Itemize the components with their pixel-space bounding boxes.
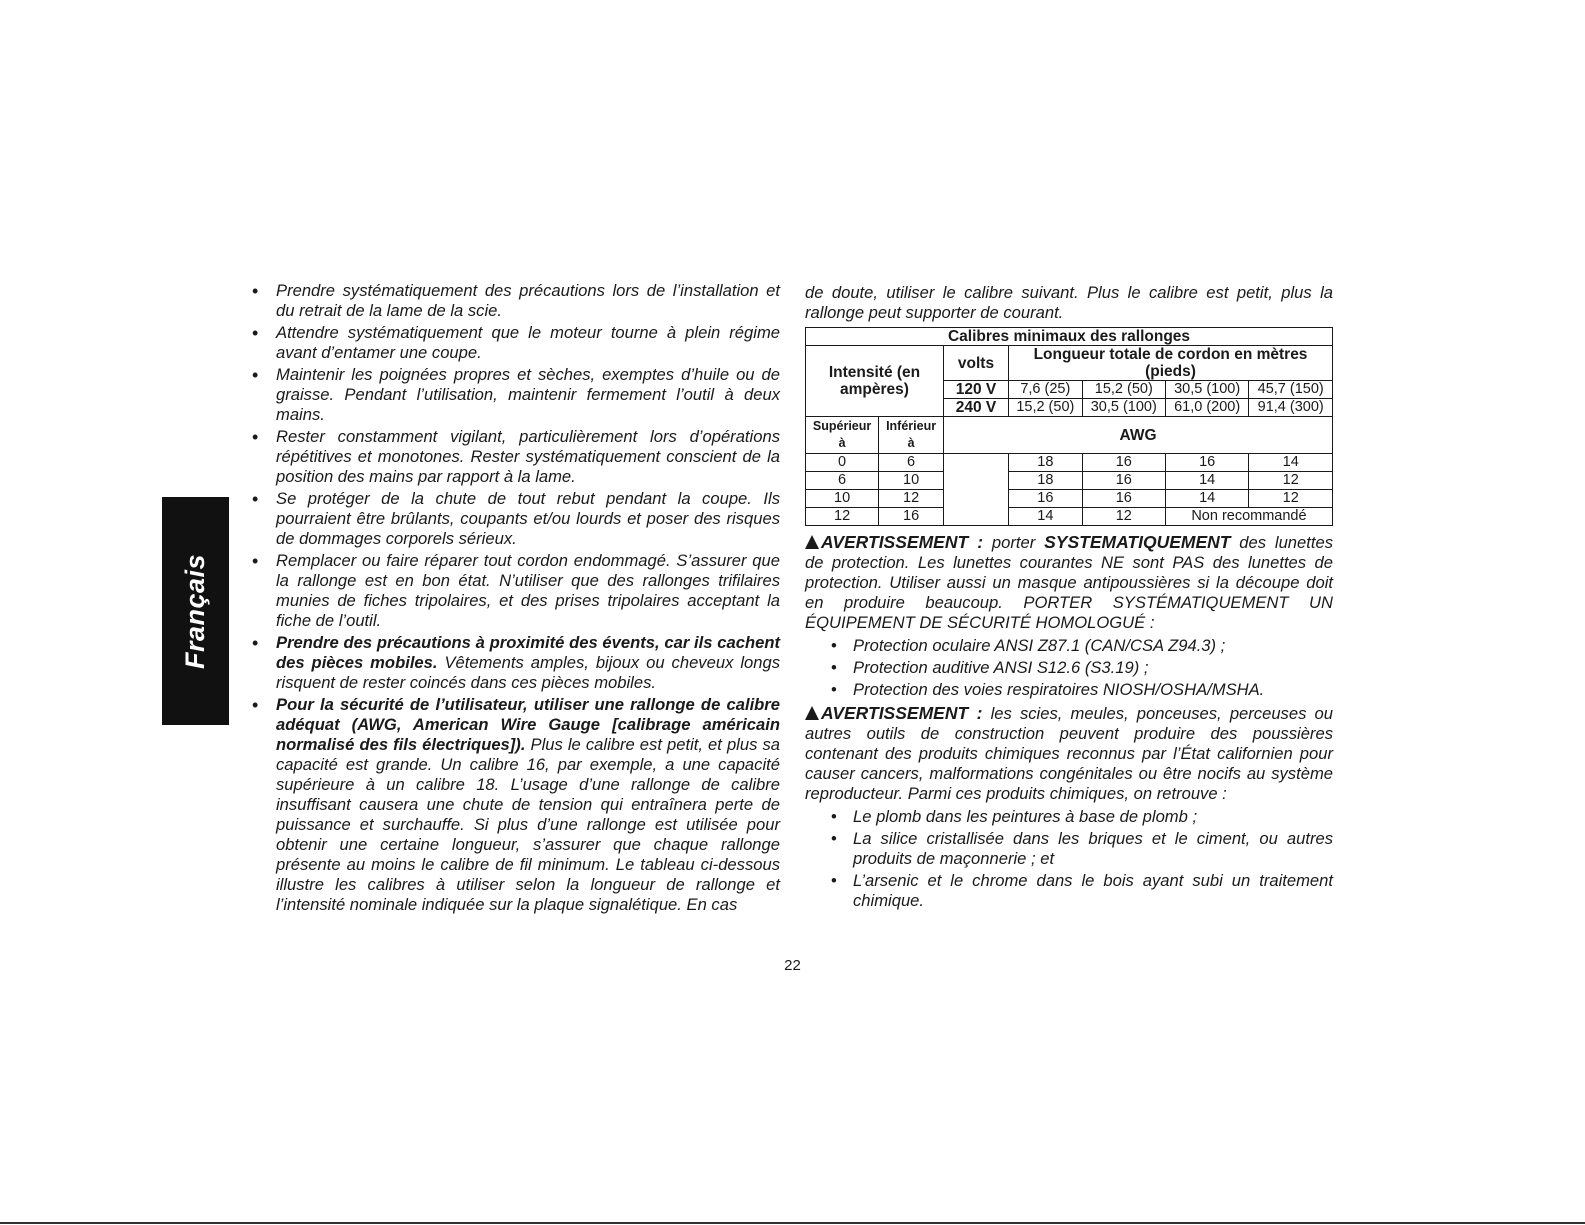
sup-header: Supérieur à	[806, 417, 879, 454]
list-item: • Se protéger de la chute de tout rebut pendant la coupe. Ils pourraient être brûlants, coupants et/ou lourds et poser des risques de dommages corporels sérieux.	[252, 489, 780, 549]
list-item: • Remplacer ou faire réparer tout cordon endommagé. S’assurer que la rallonge est en bon état. N’utiliser que des rallonges trifilaires munies de fiches tripolaires, et des prises tripolaires acceptant la fiche de l’outil.	[252, 551, 780, 631]
extension-cord-table	[805, 327, 1333, 526]
bullet-lead: Prendre des précautions à proximité des évents, car ils cachent des pièces mobiles.	[276, 633, 780, 672]
list-item: • Protection oculaire ANSI Z87.1 (CAN/CSA Z94.3) ;	[831, 636, 1333, 656]
warning-eye-protection: AVERTISSEMENT : porter SYSTEMATIQUEMENT des lunettes de protection. Les lunettes courantes NE sont PAS des lunettes de protection. Utiliser aussi un masque antipoussières si la découpe doit en produire beaucoup. PORTER SYSTÉMATIQUEMENT UN ÉQUIPEMENT DE SÉCURITÉ HOMOLOGUÉ :	[805, 532, 1334, 632]
length-header: Longueur totale de cordon en mètres (pieds)	[1009, 346, 1333, 381]
list-item: • Attendre systématiquement que le moteur tourne à plein régime avant d’entamer une coupe.	[252, 323, 780, 363]
list-item: • Protection auditive ANSI S12.6 (S3.19) ;	[831, 658, 1333, 678]
table-title: Calibres minimaux des rallonges	[806, 328, 1333, 346]
list-item: • Maintenir les poignées propres et sèches, exemptes d’huile ou de graisse. Pendant l’utilisation, maintenir fermement l’outil à deux mains.	[252, 365, 780, 425]
chemicals-list	[831, 807, 1333, 911]
warning-triangle-icon	[805, 706, 819, 720]
language-tab-label: Français	[180, 553, 210, 669]
intro-paragraph: de doute, utiliser le calibre suivant. Plus le calibre est petit, plus la rallonge peut supporter de courant.	[805, 283, 1333, 322]
language-tab	[162, 497, 229, 725]
warning-triangle-icon	[805, 535, 819, 549]
warning-dust-chemicals: AVERTISSEMENT : les scies, meules, ponceuses, perceuses ou autres outils de construction peuvent produire des poussières contenant des produits chimiques reconnus par l’État californien pour causer cancers, malformations congénitales ou être nocifs au système reproducteur. Parmi ces produits chimiques, on retrouve :	[805, 703, 1333, 803]
list-item: • L’arsenic et le chrome dans le bois ayant subi un traitement chimique.	[831, 871, 1333, 911]
table-row: 0 6 18 16 16 14	[806, 454, 1333, 472]
inf-header: Inférieur à	[879, 417, 944, 454]
list-item: • Rester constamment vigilant, particulièrement lors d’opérations répétitives et monotones. Rester systématiquement conscient de la position des mains par rapport à la lame.	[252, 427, 780, 487]
list-item: • Le plomb dans les peintures à base de plomb ;	[831, 807, 1333, 827]
amps-header: Intensité (en ampères)	[806, 346, 944, 417]
bullet-lead: Pour la sécurité de l’utilisateur, utiliser une rallonge de calibre adéquat (AWG, American Wire Gauge [calibrage américain normalisé des fils électriques]).	[276, 695, 780, 754]
list-item: • Protection des voies respiratoires NIOSH/OSHA/MSHA.	[831, 680, 1333, 700]
volts-header: volts	[944, 346, 1009, 381]
bottom-rule	[0, 1222, 1585, 1224]
safety-bullet-list	[252, 281, 780, 915]
right-column	[805, 283, 1333, 914]
ppe-list	[831, 636, 1333, 700]
list-item: • Prendre des précautions à proximité des évents, car ils cachent des pièces mobiles. Vêtements amples, bijoux ou cheveux longs risquent de rester coincés dans ces pièces mobiles.	[252, 633, 780, 693]
table-row: 12 16 14 12 Non recommandé	[806, 508, 1333, 526]
left-column	[252, 281, 780, 917]
list-item: • Pour la sécurité de l’utilisateur, utiliser une rallonge de calibre adéquat (AWG, American Wire Gauge [calibrage américain normalisé des fils électriques]). Plus le calibre est petit, et plus sa capacité est grande. Un calibre 16, par exemple, a une capacité supérieure à un calibre 18. L’usage d’une rallonge de calibre insuffisant causera une chute de tension qui entraînera perte de puissance et surchauffe. Si plus d’une rallonge est utilisée pour obtenir une certaine longueur, s’assurer que chaque rallonge présente au moins le calibre de fil minimum. Le tableau ci-dessous illustre les calibres à utiliser selon la longueur de rallonge et l’intensité nominale indiquée sur la plaque signalétique. En cas	[252, 695, 780, 915]
list-item: • Prendre systématiquement des précautions lors de l’installation et du retrait de la lame de la scie.	[252, 281, 780, 321]
awg-header: AWG	[944, 417, 1333, 454]
table-row: 240 V 15,2 (50) 30,5 (100) 61,0 (200) 91,4 (300)	[806, 399, 1333, 417]
table-row: 120 V 7,6 (25) 15,2 (50) 30,5 (100) 45,7 (150)	[806, 381, 1333, 399]
table-row: 6 10 18 16 14 12	[806, 472, 1333, 490]
list-item: • La silice cristallisée dans les briques et le ciment, ou autres produits de maçonnerie ; et	[831, 829, 1333, 869]
table-row: 10 12 16 16 14 12	[806, 490, 1333, 508]
page-number: 22	[784, 957, 801, 974]
